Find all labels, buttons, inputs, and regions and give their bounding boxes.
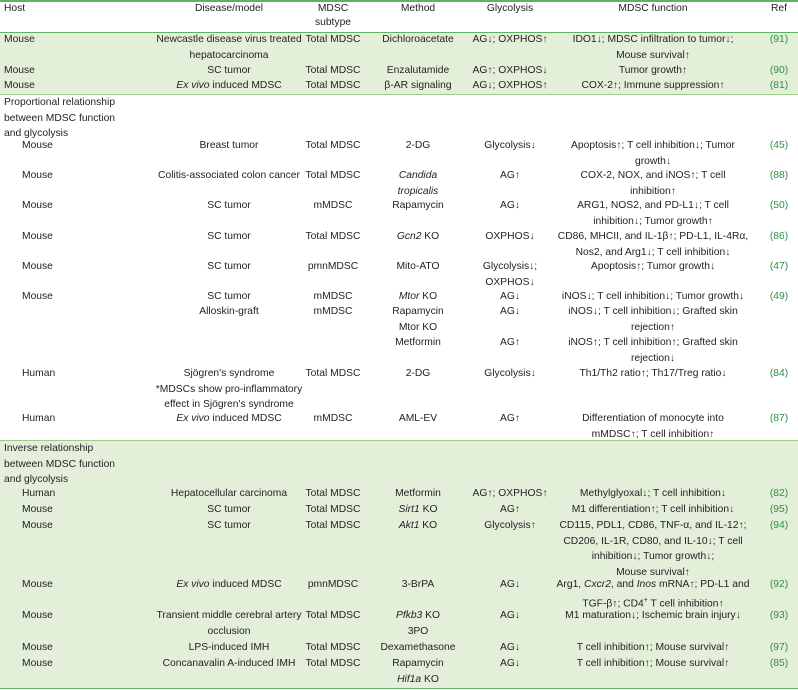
header-glycolysis: Glycolysis [486,3,534,14]
glycolysis-cell: AG↑ [499,413,521,424]
header-function: MDSC function [618,3,688,14]
host-cell: Mouse [22,610,53,621]
ref-link[interactable]: 97 [773,642,785,653]
glycolysis-cell: Glycolysis↑ [484,520,536,531]
disease-italic: Ex vivo [176,413,210,424]
subtype-cell: Total MDSC [305,34,361,45]
method-cell: 2-DG [405,140,431,151]
superscript-plus: + [643,596,648,604]
method-cell: Metformin [395,488,441,499]
disease-text: induced MDSC [209,579,282,590]
glycolysis-cell: AG↑; OXPHOS↑ [472,488,548,499]
disease-cell [134,577,324,593]
section-line: Inverse relationship [4,443,94,454]
glycolysis-cell: AG↑; OXPHOS↓ [472,65,548,76]
host-cell: Mouse [22,520,53,531]
disease-line: Transient middle cerebral artery [156,610,302,621]
method-cell: 3-BrPA [401,579,435,590]
function-line: ARG1, NOS2, and PD-L1↓; T cell [577,200,729,211]
disease-cell: SC tumor [207,65,251,76]
ref-link[interactable]: 85 [773,658,785,669]
method-text: KO [421,673,439,685]
section-label [4,441,174,488]
function-line: CD206, IL-1R, CD80, and IL-10↓; T cell [563,535,743,547]
header-ref: Ref [770,3,788,14]
bottom-rule [0,688,798,689]
ref-link[interactable]: 95 [773,504,785,515]
method-line: Rapamycin [392,306,444,317]
function-line: Differentiation of monocyte into [582,413,724,424]
header-disease: Disease/model [194,3,264,14]
host-cell: Mouse [22,642,53,653]
function-text: TGF-β↑; CD4 [582,597,644,609]
glycolysis-line: OXPHOS↓ [485,276,535,288]
header-subtype-line1: MDSC [317,3,349,14]
header-method: Method [400,3,436,14]
function-cell: T cell inhibition↑; Mouse survival↑ [576,658,730,669]
ref-link[interactable]: 81 [773,80,785,91]
disease-cell: SC tumor [207,231,251,242]
ref-link[interactable]: 45 [773,140,785,151]
function-cell [540,198,766,229]
function-cell: iNOS↓; T cell inhibition↓; Tumor growth↓ [561,291,745,302]
function-line: CD86, MHCII, and IL-1β↑; PD-L1, IL-4Rα, [557,231,749,242]
host-cell: Mouse [22,140,53,151]
host-cell: Human [22,488,56,499]
disease-cell: SC tumor [207,200,251,211]
section-line: between MDSC function [4,112,116,124]
function-cell [540,168,766,199]
host-cell: Mouse [22,504,53,515]
glycolysis-cell: AG↑ [499,337,521,348]
host-cell: Mouse [4,34,35,45]
ref-link[interactable]: 87 [773,413,785,424]
method-cell [364,656,472,687]
function-cell [540,229,766,260]
disease-line: occlusion [207,625,251,637]
host-cell: Mouse [4,80,35,91]
host-cell: Mouse [22,579,53,590]
glycolysis-cell: Glycolysis↓ [484,140,536,151]
host-cell: Mouse [22,200,53,211]
gene-name: Sirt1 [398,504,420,515]
function-line: Nos2, and Arg1↓; T cell inhibition↓ [575,246,731,258]
ref-cell: (82) [769,488,789,499]
host-cell: Mouse [22,261,53,272]
glycolysis-cell: AG↓ [499,291,521,302]
header-subtype [301,2,365,30]
function-line: Mouse survival↑ [616,49,690,61]
method-cell [364,168,472,199]
ref-link[interactable]: 47 [773,261,785,272]
ref-link[interactable]: 49 [773,291,785,302]
ref-cell: (92) [769,579,789,590]
function-line: IDO1↓; MDSC infiltration to tumor↓; [572,34,734,45]
ref-link[interactable]: 90 [773,65,785,76]
function-text: Arg1, [556,579,585,590]
method-cell: 2-DG [405,368,431,379]
function-line: CD115, PDL1, CD86, TNF-α, and IL-12↑; [559,520,747,531]
method-cell [364,502,472,518]
gene-name: Gcn2 [396,231,422,242]
function-line: mMDSC↑; T cell inhibition↑ [591,428,715,440]
method-cell: AML-EV [398,413,438,424]
section-label [4,95,174,142]
ref-link[interactable]: 88 [773,170,785,181]
ref-link[interactable]: 91 [773,34,785,45]
ref-cell: (45) [769,140,789,151]
ref-cell: (85) [769,658,789,669]
method-cell [364,289,472,305]
function-line: iNOS↑; T cell inhibition↑; Grafted skin [568,337,738,348]
ref-link[interactable]: 93 [773,610,785,621]
glycolysis-cell: AG↓ [499,642,521,653]
disease-italic: Ex vivo [176,579,210,590]
glycolysis-cell: AG↑ [499,170,521,181]
subtype-cell: Total MDSC [305,658,361,669]
disease-cell: Colitis-associated colon cancer [158,170,300,181]
gene-name: Mtor [398,291,420,302]
glycolysis-cell: Glycolysis↓ [484,368,536,379]
method-cell: Dexamethasone [380,642,456,653]
glycolysis-cell: AG↓ [499,658,521,669]
ref-cell: (84) [769,368,789,379]
disease-cell: SC tumor [207,261,251,272]
function-cell: Th1/Th2 ratio↑; Th17/Treg ratio↓ [579,368,727,379]
disease-text: induced MDSC [209,413,282,424]
host-cell: Mouse [22,231,53,242]
subtype-cell: Total MDSC [305,140,361,151]
gene-name: Hif1a [397,673,422,685]
ref-cell: (87) [769,413,789,424]
ref-cell: (90) [769,65,789,76]
subtype-cell: Total MDSC [305,610,361,621]
host-cell: Human [22,413,56,424]
subtype-cell: pmnMDSC [307,261,359,272]
method-cell [364,518,472,534]
function-cell [540,577,766,611]
glycolysis-cell: AG↓ [499,610,521,621]
function-cell: Tumor growth↑ [618,65,688,76]
subtype-cell: Total MDSC [305,170,361,181]
function-cell [540,138,766,169]
glycolysis-line: Glycolysis↓; [482,261,538,272]
method-cell: Dichloroacetate [382,34,454,45]
ref-cell: (50) [769,200,789,211]
glycolysis-cell: AG↓ [499,200,521,211]
ref-link[interactable]: 82 [773,488,785,499]
disease-cell: Hepatocellular carcinoma [170,488,288,499]
function-cell [540,32,766,63]
function-cell: COX-2↑; Immune suppression↑ [581,80,725,91]
subtype-cell: mMDSC [313,291,353,302]
subtype-cell: mMDSC [313,413,353,424]
function-text: T cell inhibition↑ [647,597,724,609]
function-line: growth↓ [634,155,672,167]
subtype-cell: Total MDSC [305,504,361,515]
disease-line: hepatocarcinoma [189,49,269,61]
glycolysis-cell: AG↓; OXPHOS↑ [472,80,548,91]
glycolysis-cell: OXPHOS↓ [485,231,535,242]
method-line: Rapamycin [392,658,444,669]
disease-cell: SC tumor [207,520,251,531]
method-text: KO [422,610,441,621]
disease-cell: Concanavalin A-induced IMH [162,658,296,669]
ref-cell: (94) [769,520,789,531]
ref-link[interactable]: 94 [773,520,785,531]
function-cell [540,518,766,580]
method-text: KO [419,520,438,531]
subtype-cell: mMDSC [313,200,353,211]
disease-cell: SC tumor [207,291,251,302]
function-cell: T cell inhibition↑; Mouse survival↑ [576,642,730,653]
function-line: Mouse survival↑ [616,566,690,578]
section-line: and glycolysis [4,474,69,485]
gene-name: Cxcr2 [584,579,611,590]
ref-cell: (81) [769,80,789,91]
disease-line: *MDSCs show pro-inflammatory [155,383,303,395]
ref-cell: (88) [769,170,789,181]
disease-cell [134,608,324,639]
ref-link[interactable]: 50 [773,200,785,211]
function-line: inhibition↑ [630,185,676,197]
method-cell: β-AR signaling [384,80,452,91]
subtype-cell: Total MDSC [305,231,361,242]
function-cell [540,411,766,442]
disease-text: induced MDSC [209,80,282,91]
ref-cell: (86) [769,231,789,242]
host-cell: Human [22,368,56,379]
disease-cell [134,78,324,94]
function-line: iNOS↓; T cell inhibition↓; Grafted skin [568,306,738,317]
function-cell: M1 maturation↓; Ischemic brain injury↓ [565,610,741,621]
subtype-cell: Total MDSC [305,520,361,531]
section-line: between MDSC function [4,458,116,470]
glycolysis-cell: AG↓ [499,306,521,317]
function-line: rejection↑ [630,321,676,333]
function-text: mRNA↑; PD-L1 and [656,579,750,590]
subtype-cell: pmnMDSC [307,579,359,590]
section-line: Proportional relationship [4,97,116,108]
function-line: inhibition↓; Tumor growth↑ [593,215,713,227]
method-cell [364,229,472,245]
function-line: Apoptosis↑; T cell inhibition↓; Tumor [571,140,735,151]
subtype-cell: Total MDSC [305,642,361,653]
disease-cell [134,366,324,413]
subtype-cell: Total MDSC [305,80,361,91]
method-line: Mtor KO [398,321,438,333]
header-host: Host [4,3,26,14]
ref-cell: (93) [769,610,789,621]
disease-cell: LPS-induced IMH [188,642,270,653]
glycolysis-cell: AG↑ [499,504,521,515]
ref-link[interactable]: 84 [773,368,785,379]
disease-line: Sjögren's syndrome [183,368,275,379]
method-text: KO [419,291,438,302]
function-line: rejection↓ [630,352,676,364]
method-cell [364,608,472,639]
function-cell: Apoptosis↑; Tumor growth↓ [590,261,716,272]
method-text: KO [419,504,438,515]
function-line: inhibition↓; Tumor growth↓; [591,551,715,562]
method-line: tropicalis [397,185,439,197]
subtype-cell: Total MDSC [305,368,361,379]
host-cell: Mouse [22,170,53,181]
method-line: Candida [398,170,438,181]
glycolysis-cell: AG↓; OXPHOS↑ [472,34,548,45]
section-line: and glycolysis [4,128,69,139]
method-cell: Metformin [395,337,441,348]
function-text: , and [610,579,637,590]
function-cell: M1 differentiation↑; T cell inhibition↓ [571,504,735,515]
disease-cell [134,32,324,63]
gene-name: Akt1 [398,520,420,531]
header-subtype-line2: subtype [314,17,352,28]
host-cell: Mouse [22,291,53,302]
disease-line: effect in Sjögren's syndrome [164,399,294,410]
ref-cell: (97) [769,642,789,653]
subtype-cell: mMDSC [313,306,353,317]
subtype-cell: Total MDSC [305,65,361,76]
method-cell [364,304,472,335]
ref-cell: (91) [769,34,789,45]
ref-cell: (95) [769,504,789,515]
function-cell [540,335,766,366]
disease-cell: Alloskin-graft [199,306,259,317]
ref-cell: (49) [769,291,789,302]
function-cell: Methylglyoxal↓; T cell inhibition↓ [579,488,727,499]
glycolysis-cell: AG↓ [499,579,521,590]
disease-line: Newcastle disease virus treated [156,34,302,45]
gene-name: Inos [636,579,657,590]
function-cell [540,304,766,335]
method-cell: Rapamycin [392,200,444,211]
method-line: 3PO [407,625,429,637]
host-cell: Mouse [4,65,35,76]
disease-italic: Ex vivo [176,80,210,91]
ref-link[interactable]: 92 [773,579,785,590]
disease-cell: Breast tumor [199,140,259,151]
gene-name: Pfkb3 [395,610,423,621]
subtype-cell: Total MDSC [305,488,361,499]
disease-cell [134,411,324,427]
method-cell: Mito-ATO [396,261,440,272]
host-cell: Mouse [22,658,53,669]
ref-cell: (47) [769,261,789,272]
method-cell: Enzalutamide [386,65,450,76]
disease-cell: SC tumor [207,504,251,515]
ref-link[interactable]: 86 [773,231,785,242]
method-text: KO [421,231,440,242]
function-line: COX-2, NOX, and iNOS↑; T cell [580,170,726,181]
